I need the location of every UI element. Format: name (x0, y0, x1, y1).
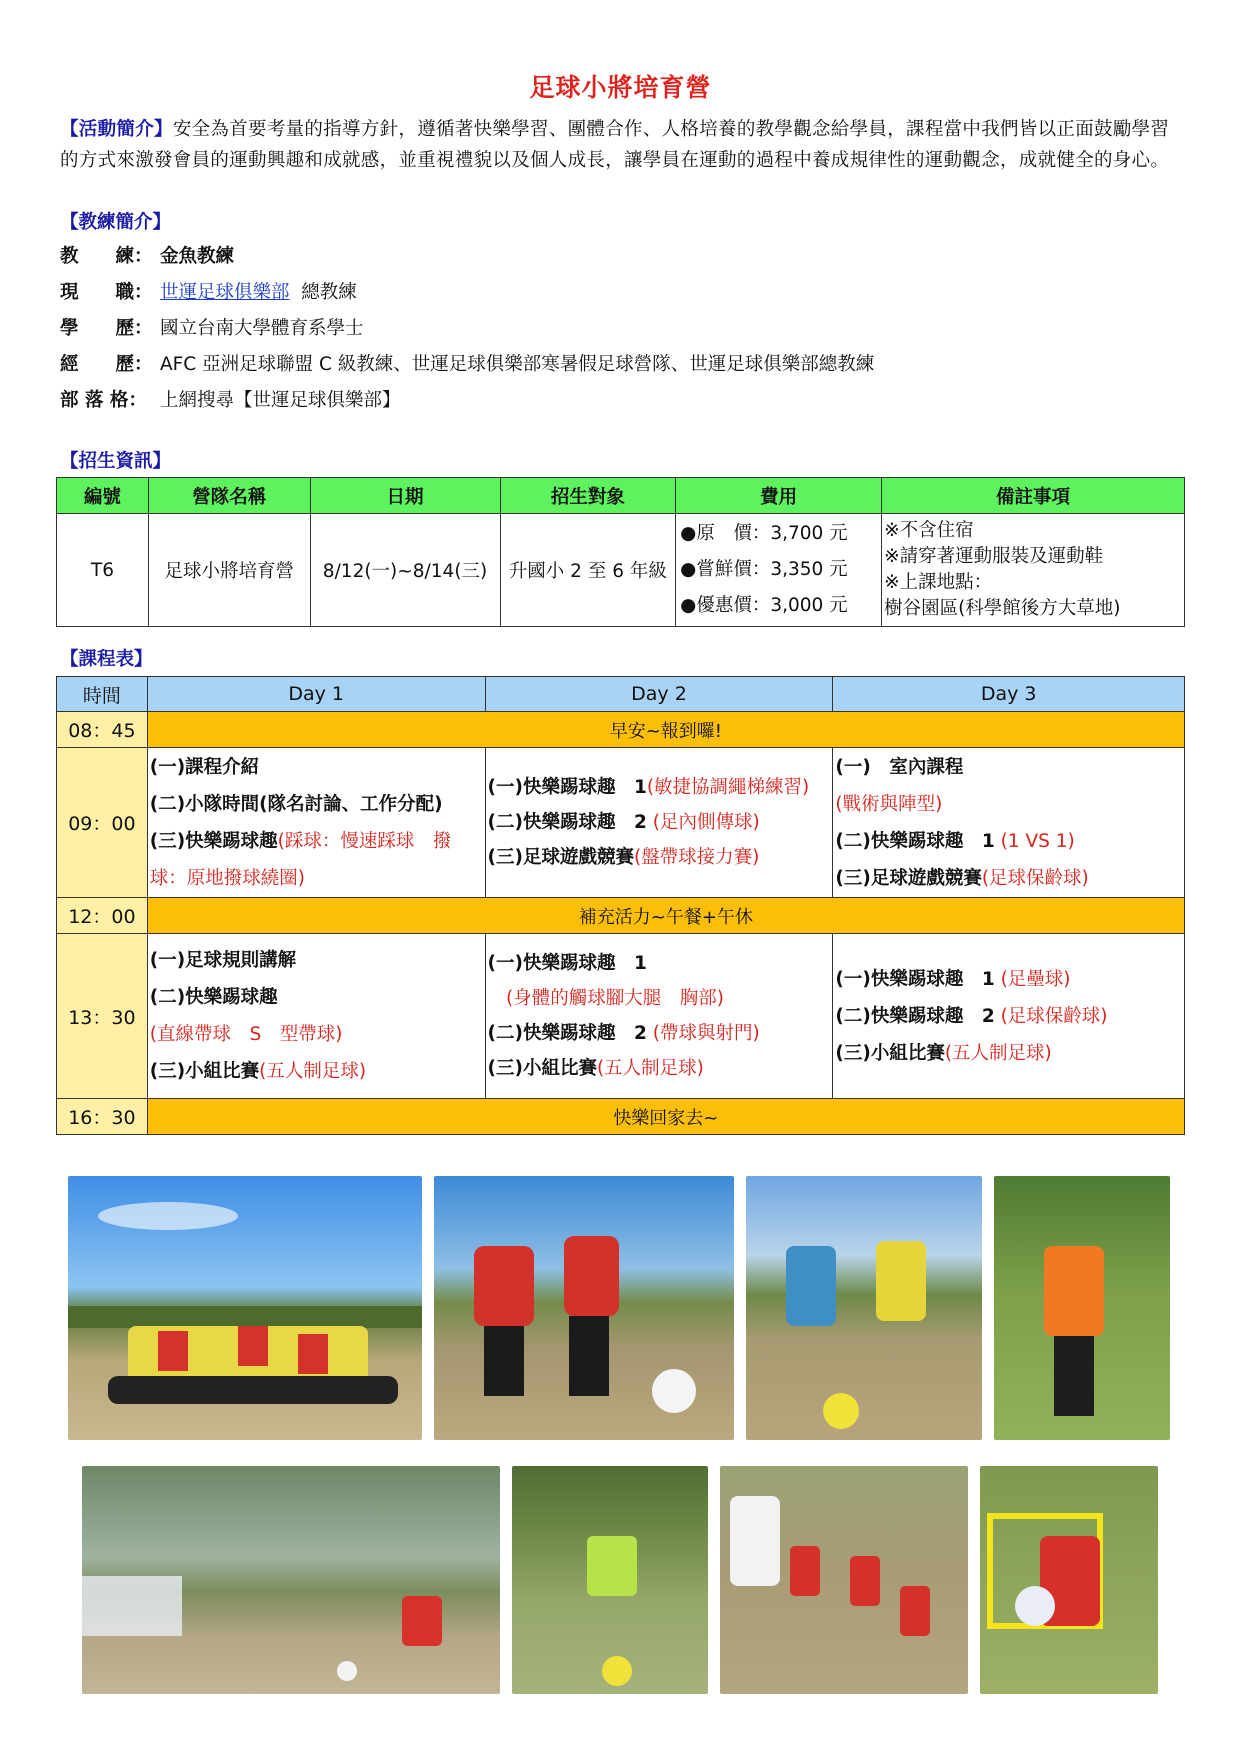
activity-line: (一)快樂踢球趣 1 (835, 968, 995, 990)
activity-detail: (戰術與陣型) (835, 793, 943, 815)
intro-text: 安全為首要考量的指導方針，遵循著快樂學習、團體合作、人格培養的教學觀念給學員，課程當中我們皆以正面鼓勵學習的方式來激發會員的運動興趣和成就感，並重視禮貌以及個人成長，讓學員在運動的過程中養成規律性的運動觀念，成就健全的身心。 (60, 119, 1170, 171)
activity-line: (二)快樂踢球趣 2 (835, 1005, 995, 1027)
activity-detail: (五人制足球) (596, 1058, 704, 1079)
activity-line: (二)快樂踢球趣 1 (835, 830, 995, 852)
activity-line: (三)小組比賽 (487, 1058, 597, 1079)
coach-section-label: 【教練簡介】 (60, 212, 172, 233)
intro-section-label: 【活動簡介】 (60, 119, 173, 140)
schedule-section-label: 【課程表】 (60, 649, 153, 670)
activity-line: (三)小組比賽 (149, 1061, 260, 1082)
coach-value-experience: AFC 亞洲足球聯盟 C 級教練、世運足球俱樂部寒暑假足球營隊、世運足球俱樂部總教練 (160, 354, 875, 375)
activity-detail: (直線帶球 S 型帶球) (149, 1024, 343, 1045)
enroll-header-row (57, 478, 1185, 514)
photo-goalkeeper (980, 1466, 1158, 1694)
activity-detail: (五人制足球) (259, 1061, 367, 1082)
schedule-header: Day 3 (833, 677, 1185, 712)
fee-discount: ●優惠價：3,000 元 (680, 595, 848, 616)
activity-line: (一)課程介紹 (149, 756, 260, 778)
ball-control-image (512, 1466, 708, 1694)
activity-line: (一)足球規則講解 (149, 950, 297, 971)
camp-name: 足球小將培育營 (148, 514, 310, 627)
activity-line: (三)足球遊戲競賽 (487, 847, 634, 868)
fee-trial: ●嘗鮮價：3,350 元 (680, 559, 848, 580)
day3-morning (833, 748, 1185, 898)
photo-group (68, 1176, 422, 1440)
photo-pair-practice (746, 1176, 982, 1440)
coach-row-experience (60, 350, 874, 380)
activity-line: (一) 室內課程 (835, 756, 964, 778)
activity-detail: (盤帶球接力賽) (633, 847, 760, 868)
photo-dribble (434, 1176, 734, 1440)
goalkeeper-photo-image (980, 1466, 1158, 1694)
time-0845: 08：45 (57, 712, 148, 748)
schedule-row-1630 (57, 1099, 1185, 1135)
schedule-header-row (57, 677, 1185, 712)
activity-line: (二)小隊時間(隊名討論、工作分配) (149, 793, 443, 815)
activity-line: (三)足球遊戲競賽 (835, 867, 982, 889)
coach-key-blog: 部 落 格： (60, 390, 147, 411)
activity-line: (二)快樂踢球趣 2 (487, 812, 647, 833)
camp-id: T6 (57, 514, 149, 627)
coach-row-name (60, 242, 234, 272)
activity-detail: (足球保齡球) (981, 867, 1089, 889)
lunch-banner: 補充活力~午餐+午休 (147, 898, 1184, 934)
agility-photo-image (994, 1176, 1170, 1440)
day1-morning (147, 748, 485, 898)
note-line: ※上課地點： (884, 572, 993, 593)
schedule-row-0900 (57, 748, 1185, 898)
day1-afternoon (147, 934, 485, 1099)
time-1200: 12：00 (57, 898, 148, 934)
enroll-header: 日期 (310, 478, 500, 514)
fee-original: ●原 價：3,700 元 (680, 523, 848, 544)
enroll-header: 備註事項 (882, 478, 1185, 514)
time-1630: 16：30 (57, 1099, 148, 1135)
shooting-photo-image (82, 1466, 500, 1694)
enroll-data-row (57, 514, 1185, 627)
schedule-header: Day 1 (147, 677, 485, 712)
enroll-section-label: 【招生資訊】 (60, 451, 172, 472)
photo-agility (994, 1176, 1170, 1440)
coach-key-name: 教 練： (60, 246, 153, 267)
activity-detail: (足球保齡球) (994, 1005, 1108, 1027)
note-line: ※不含住宿 (884, 520, 974, 541)
coach-value-position: 總教練 (301, 282, 357, 303)
photo-shooting (82, 1466, 500, 1694)
camp-notes (882, 514, 1185, 627)
coach-row-education (60, 314, 364, 344)
schedule-row-0845 (57, 712, 1185, 748)
activity-detail: (身體的觸球腳大腿 胸部) (487, 988, 724, 1009)
time-1330: 13：30 (57, 934, 148, 1099)
day2-morning (485, 748, 833, 898)
schedule-row-1200 (57, 898, 1185, 934)
dribble-photo-image (434, 1176, 734, 1440)
enroll-header: 編號 (57, 478, 149, 514)
activity-line: (三)小組比賽 (835, 1042, 945, 1064)
schedule-header: Day 2 (485, 677, 833, 712)
time-0900: 09：00 (57, 748, 148, 898)
day3-afternoon (833, 934, 1185, 1099)
coach-key-position: 現 職： (60, 282, 153, 303)
photo-warmup (720, 1466, 968, 1694)
schedule-header: 時間 (57, 677, 148, 712)
activity-detail: (足壘球) (994, 968, 1071, 990)
coach-row-blog (60, 386, 401, 416)
coach-value-name: 金魚教練 (160, 246, 235, 267)
camp-target: 升國小 2 至 6 年級 (500, 514, 676, 627)
warmup-photo-image (720, 1466, 968, 1694)
goodbye-banner: 快樂回家去~ (147, 1099, 1184, 1135)
enroll-header: 營隊名稱 (148, 478, 310, 514)
activity-line: (一)快樂踢球趣 1 (487, 777, 647, 798)
enroll-table (56, 477, 1185, 627)
activity-line: (一)快樂踢球趣 1 (487, 953, 647, 974)
day2-afternoon (485, 934, 833, 1099)
activity-line: (二)快樂踢球趣 2 (487, 1023, 647, 1044)
photo-ball-control (512, 1466, 708, 1694)
enroll-header: 招生對象 (500, 478, 676, 514)
group-photo-image (68, 1176, 422, 1440)
schedule-table (56, 676, 1185, 1135)
pair-practice-image (746, 1176, 982, 1440)
note-line: 樹谷園區(科學館後方大草地) (884, 598, 1121, 619)
coach-key-experience: 經 歷： (60, 354, 153, 375)
enroll-header: 費用 (676, 478, 882, 514)
page-title: 足球小將培育營 (529, 73, 712, 102)
club-link[interactable]: 世運足球俱樂部 (160, 282, 290, 303)
coach-key-education: 學 歷： (60, 318, 153, 339)
activity-detail: (敏捷協調繩梯練習) (646, 777, 810, 798)
note-line: ※請穿著運動服裝及運動鞋 (884, 546, 1104, 567)
activity-detail: (踩球：慢速踩球 撥 (277, 830, 452, 852)
coach-value-education: 國立台南大學體育系學士 (160, 318, 364, 339)
intro-paragraph (60, 114, 1188, 176)
activity-detail: (五人制足球) (944, 1042, 1052, 1064)
coach-value-blog: 上網搜尋【世運足球俱樂部】 (160, 390, 401, 411)
activity-detail: (足內側傳球) (646, 812, 760, 833)
activity-line: (二)快樂踢球趣 (149, 987, 278, 1008)
activity-detail: (帶球與射門) (646, 1023, 760, 1044)
activity-detail: (1 VS 1) (994, 830, 1075, 852)
camp-fees (676, 514, 882, 627)
activity-line: (三)快樂踢球趣 (149, 830, 278, 852)
schedule-row-1330 (57, 934, 1185, 1099)
coach-row-position (60, 278, 357, 308)
activity-detail: 球：原地撥球繞圈) (149, 867, 305, 889)
camp-date: 8/12(一)~8/14(三) (310, 514, 500, 627)
checkin-banner: 早安~報到囉! (147, 712, 1184, 748)
